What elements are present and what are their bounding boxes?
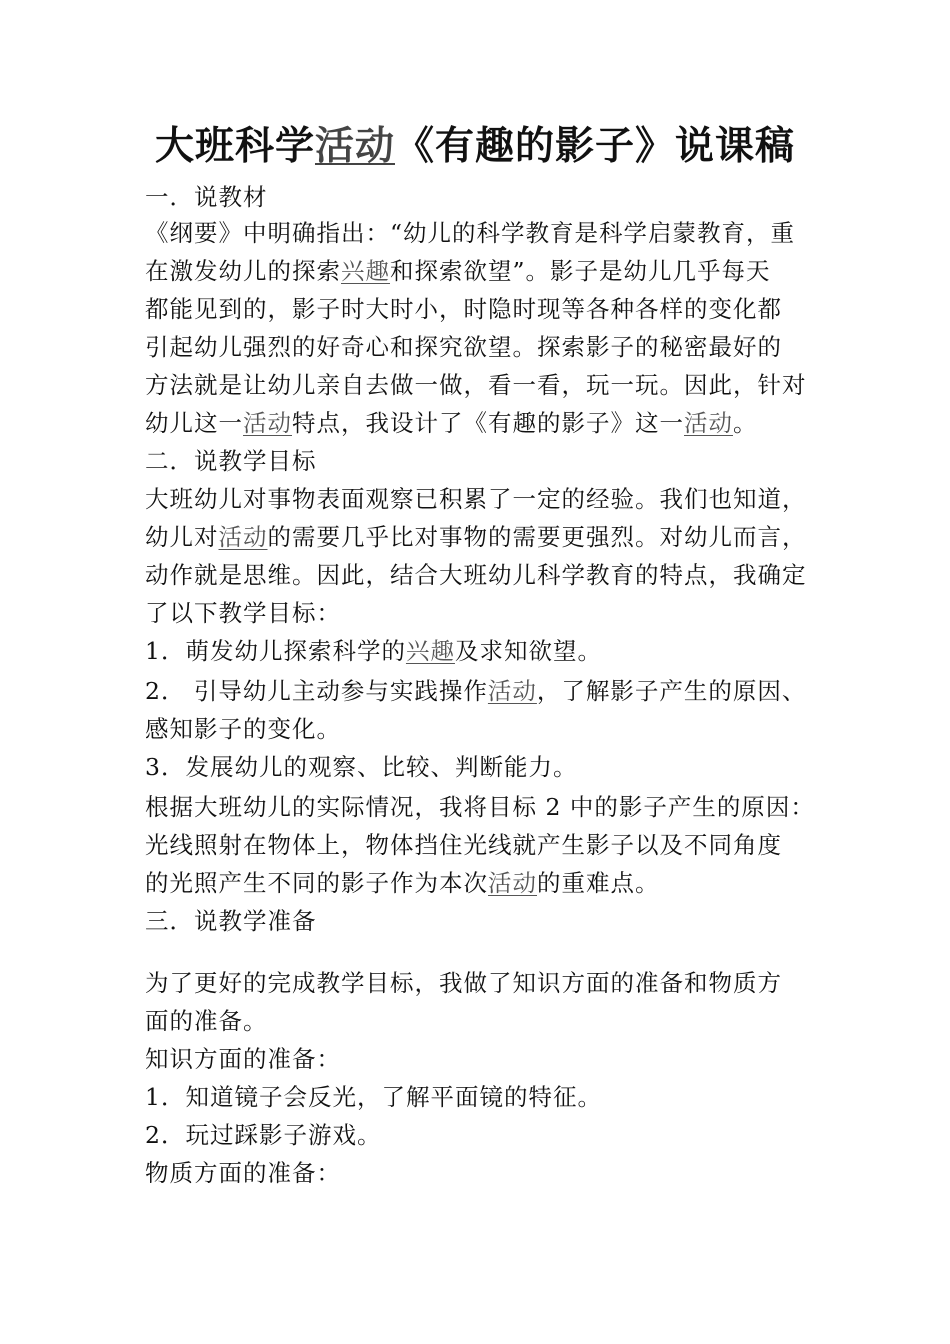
paragraph-line [145, 792, 835, 822]
paragraph-line [145, 714, 835, 744]
keyword-link[interactable]: 活动 [488, 869, 537, 897]
keyword-link[interactable]: 活动 [243, 409, 292, 437]
paragraph-line [145, 332, 835, 362]
keyword-link[interactable]: 活动 [218, 523, 268, 551]
keyword-link[interactable]: 活动 [487, 677, 537, 705]
paragraph-line [145, 968, 835, 998]
paragraph-line [145, 370, 835, 400]
line-text: 3．发展幼儿的观察、比较、判断能力。 [145, 753, 578, 781]
line-text: 幼儿这一 [145, 409, 243, 437]
line-text: 面的准备。 [145, 1007, 268, 1035]
paragraph-line [145, 560, 835, 590]
line-text: 为了更好的完成教学目标，我做了知识方面的准备和物质方 [145, 969, 782, 997]
keyword-link[interactable]: 活动 [684, 409, 733, 437]
paragraph-line [145, 636, 835, 666]
line-text: 二．说教学目标 [145, 447, 317, 475]
line-text: 知识方面的准备： [145, 1045, 341, 1073]
line-text: 三．说教学准备 [145, 907, 317, 935]
line-text: 动作就是思维。因此，结合大班幼儿科学教育的特点，我确定 [145, 561, 807, 589]
paragraph-line [145, 868, 835, 898]
paragraph-line [145, 676, 835, 706]
title-prefix: 大班科学 [154, 123, 315, 169]
line-text: 在激发幼儿的探索 [145, 257, 341, 285]
line-text: 都能见到的，影子时大时小，时隐时现等各种各样的变化都 [145, 295, 782, 323]
line-text: 2． 引导幼儿主动参与实践操作 [145, 677, 488, 705]
line-text: 光线照射在物体上，物体挡住光线就产生影子以及不同角度 [145, 831, 782, 859]
line-text: 的需要几乎比对事物的需要更强烈。对幼儿而言， [267, 523, 807, 551]
title-suffix: 《有趣的影子》说课稿 [395, 123, 796, 169]
paragraph-line [145, 256, 835, 286]
paragraph-line [145, 1044, 835, 1074]
paragraph-line [145, 1120, 835, 1150]
keyword-link[interactable]: 兴趣 [341, 257, 390, 285]
line-text: ，了解影子产生的原因、 [536, 677, 807, 705]
line-text: 1．知道镜子会反光，了解平面镜的特征。 [145, 1083, 602, 1111]
paragraph-line [145, 830, 835, 860]
line-text: 物质方面的准备： [145, 1159, 341, 1187]
line-text: 的重难点。 [537, 869, 660, 897]
line-text: 特点，我设计了《有趣的影子》这一 [292, 409, 684, 437]
line-text: 了以下教学目标： [145, 599, 341, 627]
paragraph-line [145, 1158, 835, 1188]
paragraph-line [145, 294, 835, 324]
line-text: 及求知欲望。 [454, 637, 602, 665]
paragraph-line [145, 1082, 835, 1112]
paragraph-line [145, 218, 835, 248]
paragraph-line [145, 484, 835, 514]
line-text: 2．玩过踩影子游戏。 [145, 1121, 382, 1149]
line-text: 幼儿对 [145, 523, 219, 551]
line-text: 和探索欲望”。影子是幼儿几乎每天 [390, 257, 771, 285]
line-text: 的光照产生不同的影子作为本次 [145, 869, 488, 897]
paragraph-line [145, 598, 835, 628]
paragraph-line [145, 1006, 835, 1036]
line-text: 感知影子的变化。 [145, 715, 341, 743]
line-text: 。 [733, 409, 758, 437]
paragraph-line [145, 752, 835, 782]
keyword-link[interactable]: 兴趣 [405, 637, 455, 665]
line-text: 方法就是让幼儿亲自去做一做，看一看，玩一玩。因此，针对 [145, 371, 807, 399]
line-text: 一．说教材 [145, 183, 268, 211]
line-text: 《纲要》中明确指出：“幼儿的科学教育是科学启蒙教育，重 [145, 219, 796, 247]
paragraph-line [145, 522, 835, 552]
paragraph-line [145, 408, 835, 438]
line-text: 根据大班幼儿的实际情况，我将目标 2 中的影子产生的原因： [145, 793, 815, 821]
document-title [0, 118, 950, 174]
line-text: 1．萌发幼儿探索科学的 [145, 637, 406, 665]
paragraph-line [145, 446, 835, 476]
line-text: 引起幼儿强烈的好奇心和探究欲望。探索影子的秘密最好的 [145, 333, 782, 361]
paragraph-line [145, 182, 835, 212]
title-link-huodong[interactable]: 活动 [314, 123, 395, 169]
line-text: 大班幼儿对事物表面观察已积累了一定的经验。我们也知道， [145, 485, 807, 513]
paragraph-line [145, 906, 835, 936]
